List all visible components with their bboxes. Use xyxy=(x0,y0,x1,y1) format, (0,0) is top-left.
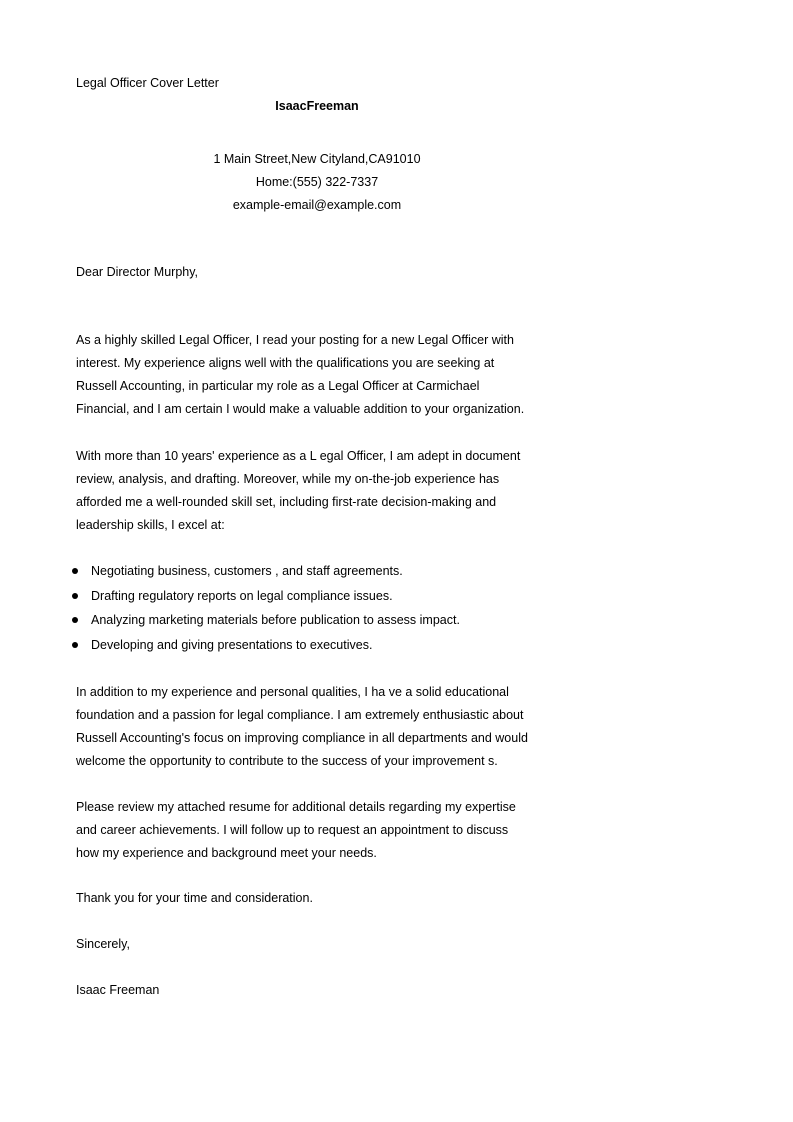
paragraph-intro xyxy=(76,332,556,424)
bullet-icon xyxy=(72,642,78,648)
sign-off: Sincerely, xyxy=(76,937,130,951)
paragraph-line: Financial, and I am certain I would make a valuable addition to your organization. xyxy=(76,402,525,416)
paragraph-followup xyxy=(76,799,556,868)
list-item-text: Analyzing marketing materials before publication to assess impact. xyxy=(91,613,460,627)
paragraph-line: foundation and a passion for legal compliance. I am extremely enthusiastic about xyxy=(76,708,524,722)
paragraph-line: how my experience and background meet your needs. xyxy=(76,846,377,860)
list-item xyxy=(68,612,460,637)
sender-email: example-email@example.com xyxy=(232,198,402,212)
bullet-icon xyxy=(72,617,78,623)
bullet-icon xyxy=(72,568,78,574)
paragraph-line: In addition to my experience and personal qualities, I ha ve a solid educational xyxy=(76,685,509,699)
list-item xyxy=(68,588,460,613)
signature-name: Isaac Freeman xyxy=(76,983,160,997)
closing-thanks: Thank you for your time and consideration. xyxy=(76,891,313,905)
list-item-text: Drafting regulatory reports on legal compliance issues. xyxy=(91,588,393,603)
bullet-icon xyxy=(72,593,78,599)
paragraph-experience xyxy=(76,448,556,540)
paragraph-line: interest. My experience aligns well with the qualifications you are seeking at xyxy=(76,356,495,370)
sender-name: IsaacFreeman xyxy=(275,99,359,113)
document-title: Legal Officer Cover Letter xyxy=(76,76,219,90)
paragraph-education xyxy=(76,684,556,776)
list-item-text: Developing and giving presentations to executives. xyxy=(91,637,373,652)
list-item xyxy=(68,637,460,662)
paragraph-line: and career achievements. I will follow up to request an appointment to discuss xyxy=(76,823,509,837)
sender-phone: Home:(555) 322-7337 xyxy=(255,175,379,189)
paragraph-line: welcome the opportunity to contribute to the success of your improvement s. xyxy=(76,754,498,768)
paragraph-line: review, analysis, and drafting. Moreover, while my on-the-job experience has xyxy=(76,472,500,486)
list-item-text: Negotiating business, customers , and staff agreements. xyxy=(91,564,403,578)
paragraph-line: Russell Accounting's focus on improving compliance in all departments and would xyxy=(76,731,528,745)
list-item xyxy=(68,563,460,588)
paragraph-line: afforded me a well-rounded skill set, including first-rate decision-making and xyxy=(76,495,497,509)
paragraph-line: With more than 10 years' experience as a L egal Officer, I am adept in document xyxy=(76,449,521,463)
skills-list xyxy=(68,563,460,661)
paragraph-line: As a highly skilled Legal Officer, I read your posting for a new Legal Officer with xyxy=(76,333,514,347)
sender-address: 1 Main Street,New Cityland,CA91010 xyxy=(213,152,421,166)
paragraph-line: Please review my attached resume for additional details regarding my expertise xyxy=(76,800,516,814)
paragraph-line: Russell Accounting, in particular my role as a Legal Officer at Carmichael xyxy=(76,379,480,393)
salutation: Dear Director Murphy, xyxy=(76,265,199,279)
paragraph-line: leadership skills, I excel at: xyxy=(76,518,225,532)
